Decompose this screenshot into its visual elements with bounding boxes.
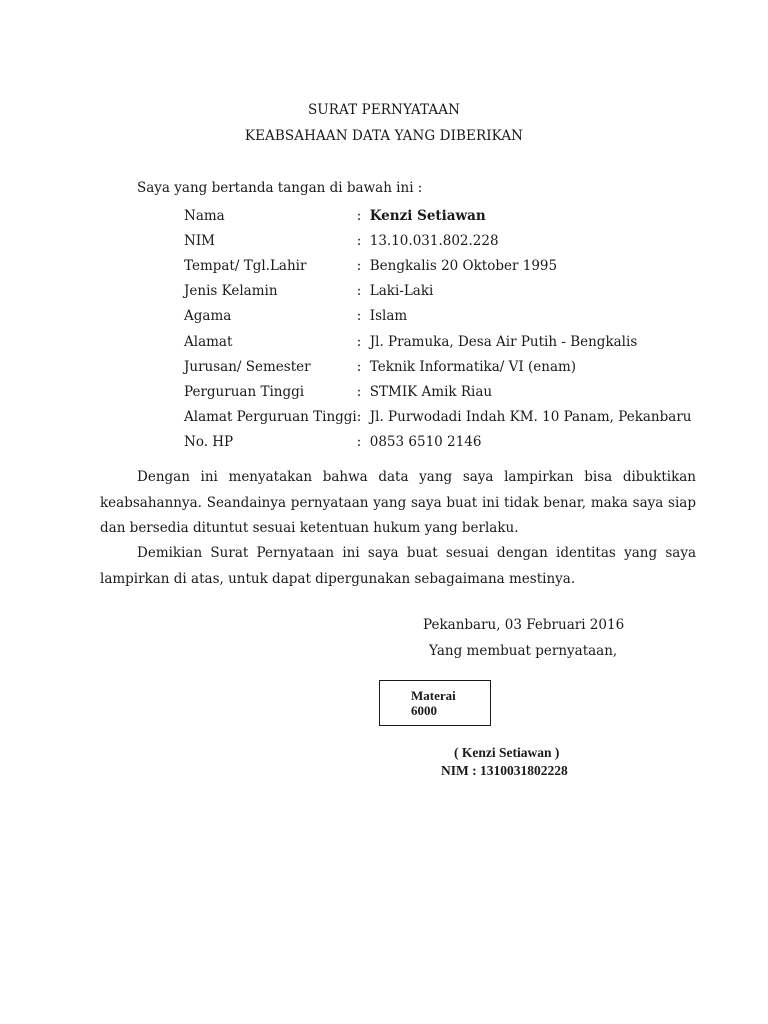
field-label: Alamat Perguruan Tinggi xyxy=(184,409,357,426)
field-label: Nama xyxy=(184,207,225,224)
field-separator: : xyxy=(356,383,362,400)
identity-table xyxy=(184,203,691,455)
field-value: Jl. Pramuka, Desa Air Putih - Bengkalis xyxy=(369,333,638,350)
field-label: Perguruan Tinggi xyxy=(184,383,305,400)
statement-paragraph: Dengan ini menyatakan bahwa data yang saya lampirkan bisa dibuktikan keabsahannya. Seandainya pernyataan yang saya buat ini tidak benar, maka saya siap dan bersedia dituntut sesuai ketentuan hukum yang berlaku. xyxy=(100,469,696,536)
field-row-religion xyxy=(184,304,691,329)
maker-label: Yang membuat pernyataan, xyxy=(429,643,618,659)
field-row-nama xyxy=(184,203,691,228)
field-separator: : xyxy=(356,333,362,350)
document-subtitle: KEABSAHAAN DATA YANG DIBERIKAN xyxy=(244,128,524,144)
field-value: Kenzi Setiawan xyxy=(369,207,486,224)
field-row-birth xyxy=(184,253,691,278)
document-title: SURAT PERNYATAAN xyxy=(307,102,461,118)
field-separator: : xyxy=(356,409,362,426)
field-separator: : xyxy=(356,434,362,451)
signer-name: ( Kenzi Setiawan ) xyxy=(454,745,560,760)
field-row-university xyxy=(184,379,691,404)
field-label: Jurusan/ Semester xyxy=(184,358,311,375)
field-value: Jl. Purwodadi Indah KM. 10 Panam, Pekanbaru xyxy=(369,409,692,426)
field-row-address xyxy=(184,329,691,354)
field-label: Jenis Kelamin xyxy=(184,283,278,300)
field-label: No. HP xyxy=(184,434,234,451)
stamp-value: 6000 xyxy=(411,703,437,718)
field-row-university-address xyxy=(184,405,691,430)
field-label: Agama xyxy=(184,308,232,325)
field-value: Teknik Informatika/ VI (enam) xyxy=(369,358,577,375)
field-label: NIM xyxy=(184,232,215,249)
field-separator: : xyxy=(356,308,362,325)
field-separator: : xyxy=(356,358,362,375)
field-row-phone xyxy=(184,430,691,455)
field-row-major xyxy=(184,354,691,379)
stamp-label: Materai xyxy=(411,688,456,703)
field-separator: : xyxy=(356,257,362,274)
intro-text: Saya yang bertanda tangan di bawah ini : xyxy=(137,180,423,196)
field-row-nim xyxy=(184,228,691,253)
field-value: 13.10.031.802.228 xyxy=(369,232,499,249)
field-separator: : xyxy=(356,207,362,224)
closing-paragraph: Demikian Surat Pernyataan ini saya buat sesuai dengan identitas yang saya lampirkan di atas, untuk dapat dipergunakan sebagaimana mestinya. xyxy=(100,545,696,587)
signer-nim: NIM : 1310031802228 xyxy=(441,763,568,778)
field-separator: : xyxy=(356,232,362,249)
field-label: Tempat/ Tgl.Lahir xyxy=(184,257,307,274)
place-date: Pekanbaru, 03 Februari 2016 xyxy=(423,617,625,633)
field-value: Bengkalis 20 Oktober 1995 xyxy=(369,257,558,274)
field-separator: : xyxy=(356,283,362,300)
field-value: STMIK Amik Riau xyxy=(369,383,493,400)
field-value: 0853 6510 2146 xyxy=(369,434,482,451)
field-label: Alamat xyxy=(184,333,233,350)
stamp-box xyxy=(379,680,491,726)
field-row-gender xyxy=(184,279,691,304)
field-value: Islam xyxy=(369,308,408,325)
field-value: Laki-Laki xyxy=(369,283,434,300)
